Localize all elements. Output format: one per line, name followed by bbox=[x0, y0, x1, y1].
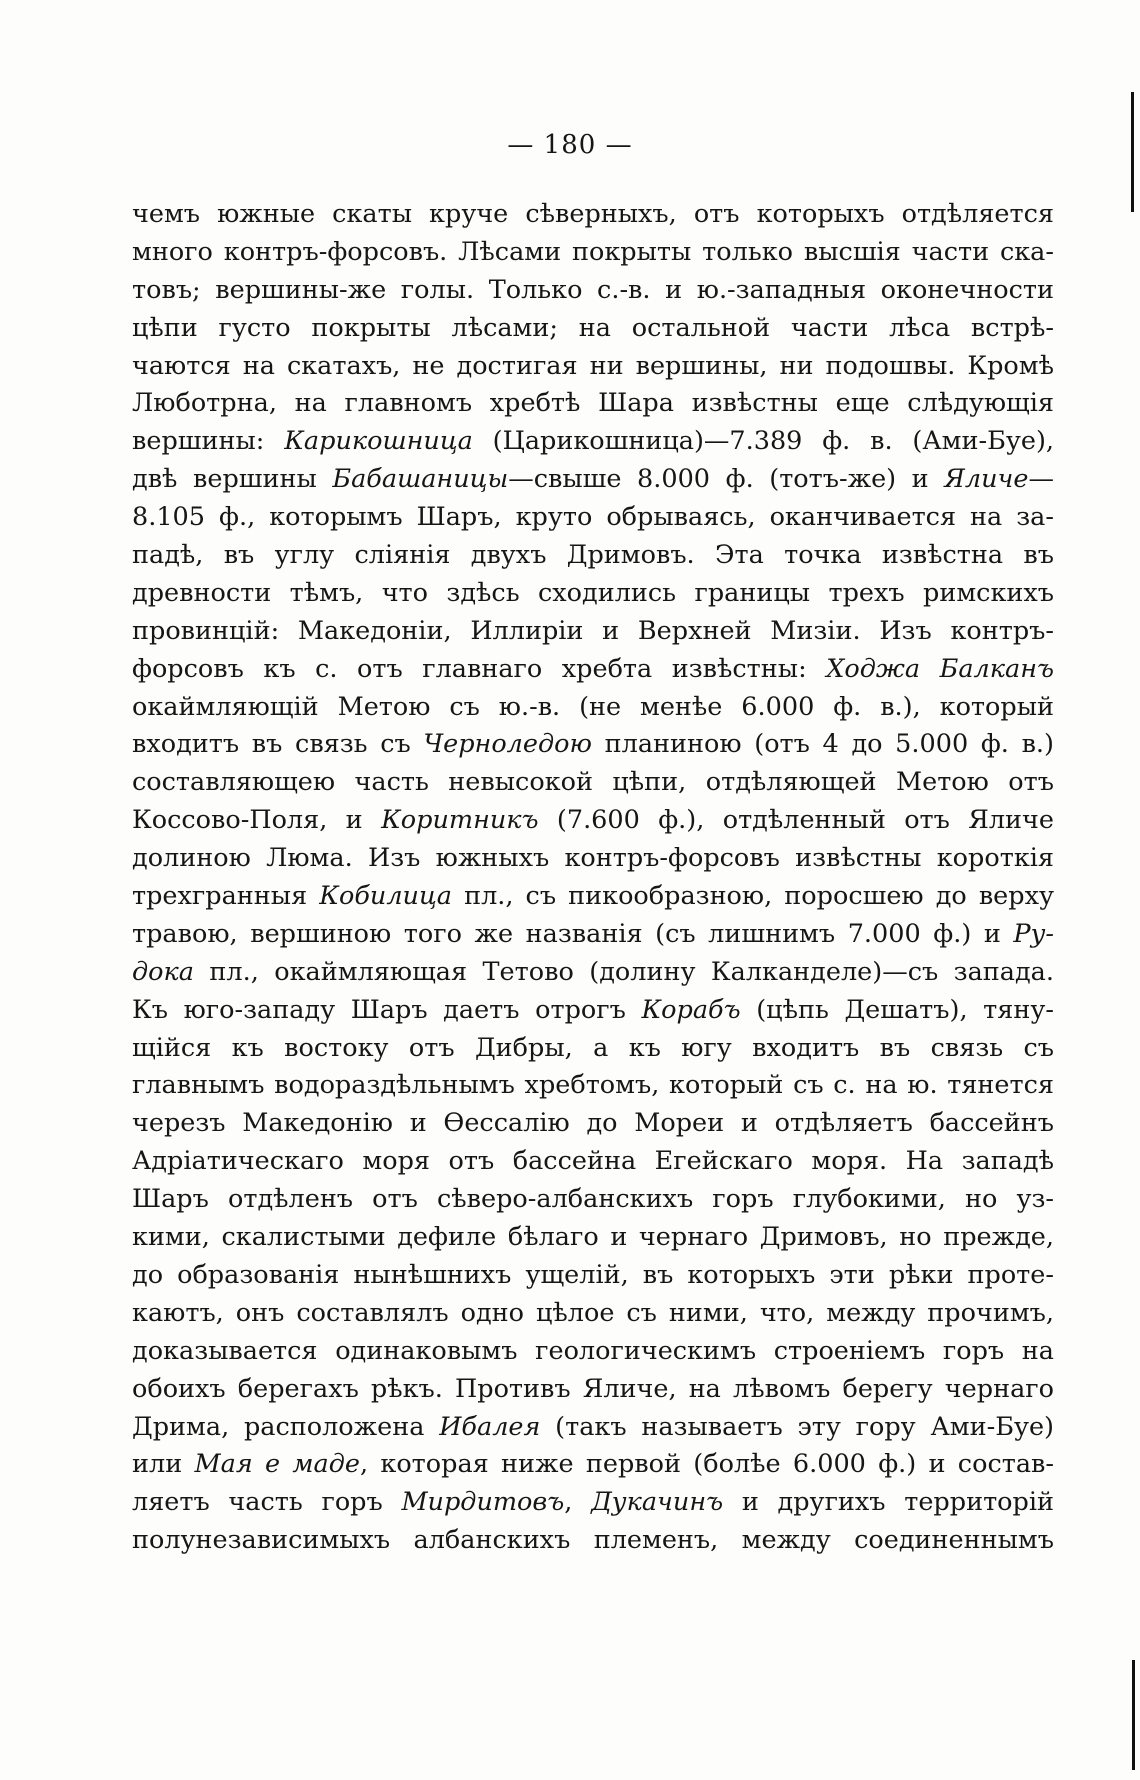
text-run: кими, скалистыми дефиле бѣлаго и чернаго Дримовъ, но прежде, bbox=[132, 1222, 1054, 1253]
text-run: доказывается одинаковымъ геологическимъ строеніемъ горъ на bbox=[132, 1335, 1054, 1366]
text-line bbox=[132, 689, 1054, 727]
text-line bbox=[132, 310, 1054, 348]
text-run: Шаръ отдѣленъ отъ сѣверо-албанскихъ горъ глубокими, но уз- bbox=[132, 1184, 1054, 1215]
text-run: трехгранныя bbox=[132, 881, 320, 912]
text-run: полунезависимыхъ албанскихъ племенъ, между соединеннымъ bbox=[132, 1525, 1054, 1556]
text-run: окаймляющій Метою съ ю.-в. (не менѣе 6.000 ф. в.), который bbox=[132, 691, 1054, 722]
italic-place-name: дока bbox=[132, 956, 194, 987]
text-run: Къ юго-западу Шаръ даетъ отрогъ bbox=[132, 994, 642, 1025]
text-line bbox=[132, 802, 1054, 840]
text-run: планиною (отъ 4 до 5.000 ф. в.) bbox=[591, 729, 1054, 760]
text-run: Дрима, расположена bbox=[132, 1411, 440, 1442]
text-line bbox=[132, 1409, 1054, 1447]
text-line bbox=[132, 1446, 1054, 1484]
text-run: , которая ниже первой (болѣе 6.000 ф.) и состав- bbox=[359, 1449, 1055, 1480]
text-line bbox=[132, 1484, 1054, 1522]
text-run: входитъ въ связь съ bbox=[132, 729, 424, 760]
text-run: составляющею часть невысокой цѣпи, отдѣляющей Метою отъ bbox=[132, 767, 1054, 798]
italic-place-name: Дукачинъ bbox=[591, 1487, 724, 1518]
text-run: 8.105 ф., которымъ Шаръ, круто обрываясь, оканчивается на за- bbox=[132, 502, 1054, 533]
italic-place-name: Ибалея bbox=[439, 1411, 541, 1442]
italic-place-name: Ходжа Балканъ bbox=[826, 653, 1054, 684]
text-line bbox=[132, 1067, 1054, 1105]
text-run: Адріатическаго моря отъ бассейна Егейскаго моря. На западѣ bbox=[132, 1146, 1054, 1177]
text-run: Люботрна, на главномъ хребтѣ Шара извѣстны еще слѣдующія bbox=[132, 388, 1054, 419]
italic-place-name: Карикошница bbox=[284, 426, 473, 457]
text-run: падѣ, въ углу сліянія двухъ Дримовъ. Эта точка извѣстна въ bbox=[132, 540, 1054, 571]
text-line bbox=[132, 651, 1054, 689]
text-run: травою, вершиною того же названія (съ лишнимъ 7.000 ф.) и bbox=[132, 918, 1014, 949]
text-line bbox=[132, 1333, 1054, 1371]
text-line bbox=[132, 954, 1054, 992]
text-line bbox=[132, 385, 1054, 423]
italic-place-name: Яличе bbox=[944, 464, 1029, 495]
text-run: (такъ называетъ эту гору Ами-Буе) bbox=[540, 1411, 1054, 1442]
text-line bbox=[132, 423, 1054, 461]
text-line bbox=[132, 916, 1054, 954]
italic-place-name: Мирдитовъ bbox=[401, 1487, 565, 1518]
text-run: и другихъ территорій bbox=[723, 1487, 1055, 1518]
page-number: — 180 — bbox=[507, 130, 633, 160]
italic-place-name: Ру- bbox=[1013, 918, 1054, 949]
text-run: —свыше 8.000 ф. (тотъ-же) и bbox=[508, 464, 945, 495]
text-run: главнымъ водораздѣльнымъ хребтомъ, который съ с. на ю. тянется bbox=[132, 1070, 1054, 1101]
text-run: , bbox=[564, 1487, 592, 1518]
body-text bbox=[132, 196, 1054, 1560]
italic-place-name: Бабашаницы bbox=[332, 464, 509, 495]
text-run: чаются на скатахъ, не достигая ни вершины, ни подошвы. Кромѣ bbox=[132, 350, 1054, 381]
italic-place-name: Корабъ bbox=[641, 994, 741, 1025]
text-line bbox=[132, 764, 1054, 802]
text-run: долиною Люма. Изъ южныхъ контръ-форсовъ извѣстны короткія bbox=[132, 843, 1054, 874]
text-line bbox=[132, 1030, 1054, 1068]
text-line bbox=[132, 992, 1054, 1030]
text-run: форсовъ къ с. отъ главнаго хребта извѣстны: bbox=[132, 653, 827, 684]
text-run: каютъ, онъ составлялъ одно цѣлое съ ними, что, между прочимъ, bbox=[132, 1297, 1054, 1328]
text-line bbox=[132, 1522, 1054, 1560]
text-run: обоихъ берегахъ рѣкъ. Противъ Яличе, на лѣвомъ берегу чернаго bbox=[132, 1373, 1054, 1404]
text-run: древности тѣмъ, что здѣсь сходились границы трехъ римскихъ bbox=[132, 577, 1054, 608]
scan-edge-artifact bbox=[1132, 1660, 1135, 1770]
text-line bbox=[132, 575, 1054, 613]
text-line bbox=[132, 499, 1054, 537]
text-run: чемъ южные скаты круче сѣверныхъ, отъ которыхъ отдѣляется bbox=[132, 199, 1054, 229]
text-run: провинцій: Македоніи, Иллиріи и Верхней Мизіи. Изъ контръ- bbox=[132, 615, 1054, 646]
text-run: — bbox=[1028, 464, 1054, 495]
text-run: (цѣпь Дешатъ), тяну- bbox=[740, 994, 1054, 1025]
text-line bbox=[132, 840, 1054, 878]
text-line bbox=[132, 726, 1054, 764]
text-line bbox=[132, 878, 1054, 916]
text-run: двѣ вершины bbox=[132, 464, 333, 495]
text-run: вершины: bbox=[132, 426, 285, 457]
text-line bbox=[132, 1371, 1054, 1409]
text-line bbox=[132, 461, 1054, 499]
text-run: Коссово-Поля, и bbox=[132, 805, 382, 836]
italic-place-name: Черноледою bbox=[423, 729, 592, 760]
text-line bbox=[132, 234, 1054, 272]
scan-edge-artifact bbox=[1131, 92, 1134, 212]
italic-place-name: Кобилица bbox=[319, 881, 452, 912]
text-run: до образованія нынѣшнихъ ущелій, въ которыхъ эти рѣки проте- bbox=[132, 1259, 1054, 1290]
text-line bbox=[132, 1181, 1054, 1219]
text-run: пл., съ пикообразною, поросшею до верху bbox=[451, 881, 1054, 912]
italic-place-name: Коритникъ bbox=[381, 805, 539, 836]
text-run: ляетъ часть горъ bbox=[132, 1487, 402, 1518]
text-run: товъ; вершины-же голы. Только с.-в. и ю.-западныя оконечности bbox=[132, 274, 1054, 305]
text-run: пл., окаймляющая Тетово (долину Калканделе)—съ запада. bbox=[193, 956, 1054, 987]
text-run: цѣпи густо покрыты лѣсами; на остальной части лѣса встрѣ- bbox=[132, 312, 1054, 343]
text-run: (Царикошница)—7.389 ф. в. (Ами-Буе), bbox=[472, 426, 1054, 457]
text-run: или bbox=[132, 1449, 195, 1480]
text-run: (7.600 ф.), отдѣленный отъ Яличе bbox=[538, 805, 1054, 836]
text-line bbox=[132, 196, 1054, 234]
italic-place-name: Мая е маде bbox=[194, 1449, 360, 1480]
text-line bbox=[132, 272, 1054, 310]
text-line bbox=[132, 1257, 1054, 1295]
text-run: много контръ-форсовъ. Лѣсами покрыты только высшія части ска- bbox=[132, 236, 1054, 267]
text-line bbox=[132, 613, 1054, 651]
text-run: черезъ Македонію и Ѳессалію до Мореи и отдѣляетъ бассейнъ bbox=[132, 1108, 1054, 1139]
text-line bbox=[132, 1105, 1054, 1143]
text-line bbox=[132, 1295, 1054, 1333]
text-line bbox=[132, 537, 1054, 575]
text-line bbox=[132, 1219, 1054, 1257]
text-run: щійся къ востоку отъ Дибры, а къ югу входитъ въ связь съ bbox=[132, 1032, 1054, 1063]
text-line bbox=[132, 348, 1054, 386]
text-line bbox=[132, 1143, 1054, 1181]
